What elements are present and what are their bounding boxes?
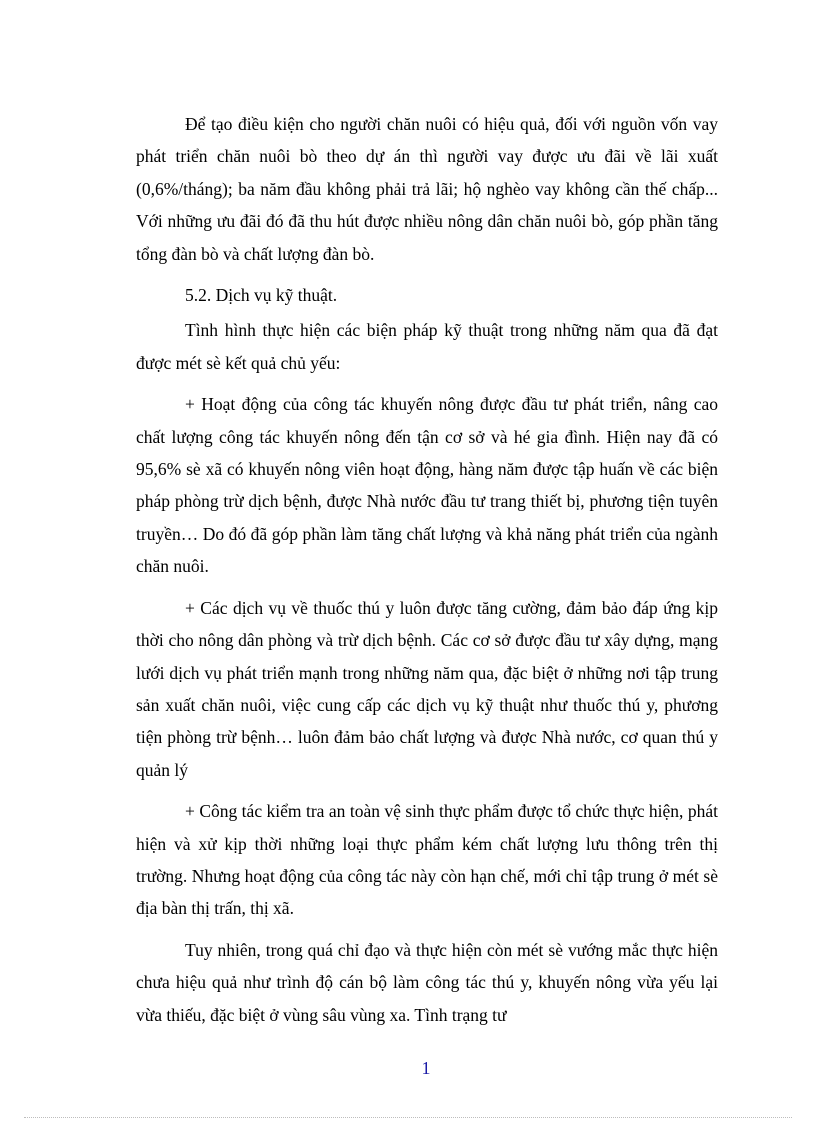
section-heading-technical-services: 5.2. Dịch vụ kỹ thuật. xyxy=(185,285,338,306)
page-bottom-divider xyxy=(24,1117,792,1118)
paragraph-loan-incentives: Để tạo điều kiện cho người chăn nuôi có hiệu quả, đối với nguồn vốn vay phát triển chăn nuôi bò theo dự án thì người vay được ưu đãi về lãi xuất (0,6%/tháng); ba năm đầu không phải trả lãi; hộ nghèo vay không cần thế chấp... Với những ưu đãi đó đã thu hút được nhiều nông dân chăn nuôi bò, góp phần tăng tổng đàn bò và chất lượng đàn bò. xyxy=(136,114,718,264)
paragraph-veterinary-services: + Các dịch vụ về thuốc thú y luôn được tăng cường, đảm bảo đáp ứng kịp thời cho nông dân phòng và trừ dịch bệnh. Các cơ sở được đầu tư xây dựng, mạng lưới dịch vụ phát triển mạnh trong những năm qua, đặc biệt ở những nơi tập trung sản xuất chăn nuôi, việc cung cấp các dịch vụ kỹ thuật như thuốc thú y, phương tiện phòng trừ bệnh… luôn đảm bảo chất lượng và được Nhà nước, cơ quan thú y quản lý xyxy=(136,597,718,780)
paragraph-food-safety: + Công tác kiểm tra an toàn vệ sinh thực phẩm được tổ chức thực hiện, phát hiện và xử kịp thời những loại thực phẩm kém chất lượng lưu thông trên thị trường. Nhưng hoạt động của công tác này còn hạn chế, mới chỉ tập trung ở mét sè địa bàn thị trấn, thị xã. xyxy=(136,801,718,919)
paragraph-limitations: Tuy nhiên, trong quá chỉ đạo và thực hiện còn mét sè vướng mắc thực hiện chưa hiệu quả như trình độ cán bộ làm công tác thú y, khuyến nông vừa yếu lại vừa thiếu, đặc biệt ở vùng sâu vùng xa. Tình trạng tư xyxy=(136,939,718,1025)
page-number: 1 xyxy=(421,1058,431,1078)
paragraph-technical-results-intro: Tình hình thực hiện các biện pháp kỹ thuật trong những năm qua đã đạt được mét sè kết quả chủ yếu: xyxy=(136,320,718,373)
paragraph-extension-services: + Hoạt động của công tác khuyến nông được đầu tư phát triển, nâng cao chất lượng công tác khuyến nông đến tận cơ sở và hé gia đình. Hiện nay đã có 95,6% sè xã có khuyến nông viên hoạt động, hàng năm được tập huấn về các biện pháp phòng trừ dịch bệnh, được Nhà nước đầu tư trang thiết bị, phương tiện tuyên truyền… Do đó đã góp phần làm tăng chất lượng và khả năng phát triển của ngành chăn nuôi. xyxy=(136,394,718,577)
document-body xyxy=(136,108,718,1040)
